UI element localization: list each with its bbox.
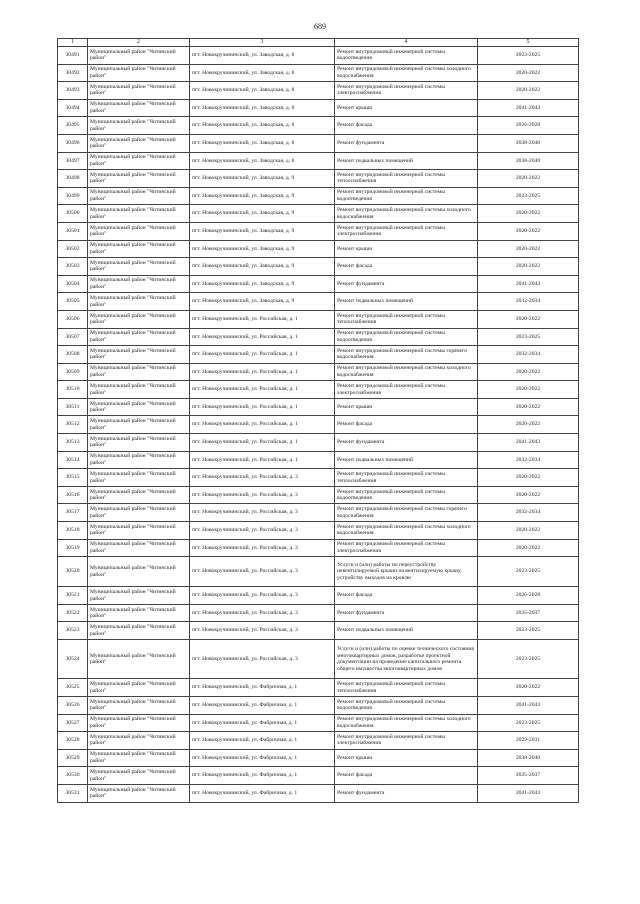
address-cell: пгт. Новокручининский, ул. Российская, д. 1 xyxy=(190,310,335,328)
work-type-cell: Ремонт фундамента xyxy=(335,434,478,452)
period-cell: 2020-2022 xyxy=(478,416,579,434)
row-number: 30493 xyxy=(58,82,88,100)
header-row xyxy=(58,39,579,47)
row-number: 30491 xyxy=(58,47,88,65)
address-cell: пгт. Новокручининский, ул. Российская, д. 3 xyxy=(190,522,335,540)
address-cell: пгт. Новокручининский, ул. Фабричная, д. 1 xyxy=(190,696,335,714)
row-number: 30521 xyxy=(58,587,88,605)
municipality-cell: Муниципальный район "Читинский район" xyxy=(88,99,190,117)
row-number: 30516 xyxy=(58,486,88,504)
table-row xyxy=(58,784,579,802)
work-type-cell: Ремонт внутридомовой инженерной системы теплоснабжения xyxy=(335,679,478,697)
municipality-cell: Муниципальный район "Читинский район" xyxy=(88,557,190,587)
period-cell: 2023-2025 xyxy=(478,187,579,205)
period-cell: 2038-2040 xyxy=(478,152,579,170)
address-cell: пгт. Новокручининский, ул. Заводская, д. 8 xyxy=(190,99,335,117)
row-number: 30500 xyxy=(58,205,88,223)
header-col-3: 3 xyxy=(190,39,335,47)
table-row xyxy=(58,679,579,697)
period-cell: 2020-2022 xyxy=(478,82,579,100)
municipality-cell: Муниципальный район "Читинский район" xyxy=(88,539,190,557)
work-type-cell: Ремонт внутридомовой инженерной системы водоотведения xyxy=(335,187,478,205)
municipality-cell: Муниципальный район "Читинский район" xyxy=(88,522,190,540)
address-cell: пгт. Новокручининский, ул. Российская, д. 3 xyxy=(190,539,335,557)
table-row xyxy=(58,187,579,205)
period-cell: 2041-2043 xyxy=(478,696,579,714)
work-type-cell: Ремонт фундамента xyxy=(335,275,478,293)
row-number: 30494 xyxy=(58,99,88,117)
work-type-cell: Ремонт фундамента xyxy=(335,604,478,622)
address-cell: пгт. Новокручининский, ул. Заводская, д. 9 xyxy=(190,240,335,258)
work-type-cell: Ремонт фасада xyxy=(335,117,478,135)
period-cell: 2026-2028 xyxy=(478,587,579,605)
period-cell: 2020-2022 xyxy=(478,310,579,328)
work-type-cell: Ремонт фундамента xyxy=(335,134,478,152)
period-cell: 2032-2034 xyxy=(478,504,579,522)
table-row xyxy=(58,587,579,605)
table-row xyxy=(58,258,579,276)
row-number: 30505 xyxy=(58,293,88,311)
period-cell: 2020-2022 xyxy=(478,469,579,487)
address-cell: пгт. Новокручининский, ул. Российская, д. 3 xyxy=(190,486,335,504)
period-cell: 2041-2043 xyxy=(478,275,579,293)
row-number: 30508 xyxy=(58,346,88,364)
header-col-2: 2 xyxy=(88,39,190,47)
row-number: 30529 xyxy=(58,749,88,767)
work-type-cell: Ремонт крыши xyxy=(335,749,478,767)
municipality-cell: Муниципальный район "Читинский район" xyxy=(88,310,190,328)
work-type-cell: Ремонт внутридомовой инженерной системы теплоснабжения xyxy=(335,170,478,188)
municipality-cell: Муниципальный район "Читинский район" xyxy=(88,784,190,802)
work-type-cell: Ремонт внутридомовой инженерной системы электроснабжения xyxy=(335,539,478,557)
work-type-cell: Ремонт внутридомовой инженерной системы водоотведения xyxy=(335,328,478,346)
work-type-cell: Ремонт внутридомовой инженерной системы горячего водоснабжения xyxy=(335,346,478,364)
row-number: 30495 xyxy=(58,117,88,135)
municipality-cell: Муниципальный район "Читинский район" xyxy=(88,381,190,399)
municipality-cell: Муниципальный район "Читинский район" xyxy=(88,187,190,205)
period-cell: 2035-2037 xyxy=(478,604,579,622)
address-cell: пгт. Новокручининский, ул. Заводская, д. 8 xyxy=(190,117,335,135)
table-row xyxy=(58,504,579,522)
address-cell: пгт. Новокручининский, ул. Фабричная, д. 1 xyxy=(190,749,335,767)
row-number: 30526 xyxy=(58,696,88,714)
row-number: 30510 xyxy=(58,381,88,399)
table-row xyxy=(58,328,579,346)
work-type-cell: Ремонт подвальных помещений xyxy=(335,152,478,170)
table-row xyxy=(58,134,579,152)
address-cell: пгт. Новокручининский, ул. Российская, д. 3 xyxy=(190,504,335,522)
row-number: 30511 xyxy=(58,398,88,416)
period-cell: 2020-2022 xyxy=(478,170,579,188)
table-row xyxy=(58,714,579,732)
municipality-cell: Муниципальный район "Читинский район" xyxy=(88,679,190,697)
table-row xyxy=(58,293,579,311)
address-cell: пгт. Новокручининский, ул. Заводская, д. 8 xyxy=(190,152,335,170)
table-row xyxy=(58,64,579,82)
work-type-cell: Ремонт внутридомовой инженерной системы электроснабжения xyxy=(335,82,478,100)
municipality-cell: Муниципальный район "Читинский район" xyxy=(88,469,190,487)
row-number: 30503 xyxy=(58,258,88,276)
row-number: 30506 xyxy=(58,310,88,328)
municipality-cell: Муниципальный район "Читинский район" xyxy=(88,363,190,381)
address-cell: пгт. Новокручининский, ул. Российская, д. 1 xyxy=(190,398,335,416)
work-type-cell: Ремонт внутридомовой инженерной системы холодного водоснабжения xyxy=(335,64,478,82)
municipality-cell: Муниципальный район "Читинский район" xyxy=(88,486,190,504)
header-col-4: 4 xyxy=(335,39,478,47)
row-number: 30527 xyxy=(58,714,88,732)
municipality-cell: Муниципальный район "Читинский район" xyxy=(88,451,190,469)
municipality-cell: Муниципальный район "Читинский район" xyxy=(88,293,190,311)
municipality-cell: Муниципальный район "Читинский район" xyxy=(88,82,190,100)
row-number: 30517 xyxy=(58,504,88,522)
work-type-cell: Ремонт внутридомовой инженерной системы водоотведения xyxy=(335,696,478,714)
period-cell: 2035-2037 xyxy=(478,767,579,785)
work-type-cell: Ремонт подвальных помещений xyxy=(335,293,478,311)
row-number: 30523 xyxy=(58,622,88,640)
table-row xyxy=(58,117,579,135)
municipality-cell: Муниципальный район "Читинский район" xyxy=(88,64,190,82)
table-row xyxy=(58,486,579,504)
address-cell: пгт. Новокручининский, ул. Заводская, д. 8 xyxy=(190,82,335,100)
table-row xyxy=(58,640,579,679)
table-row xyxy=(58,363,579,381)
address-cell: пгт. Новокручининский, ул. Российская, д. 3 xyxy=(190,557,335,587)
work-type-cell: Ремонт внутридомовой инженерной системы холодного водоснабжения xyxy=(335,714,478,732)
table-row xyxy=(58,696,579,714)
header-col-5: 5 xyxy=(478,39,579,47)
period-cell: 2023-2025 xyxy=(478,47,579,65)
table-row xyxy=(58,604,579,622)
address-cell: пгт. Новокручининский, ул. Российская, д. 1 xyxy=(190,451,335,469)
row-number: 30525 xyxy=(58,679,88,697)
period-cell: 2020-2022 xyxy=(478,486,579,504)
period-cell: 2020-2022 xyxy=(478,381,579,399)
period-cell: 2029-2031 xyxy=(478,732,579,750)
period-cell: 2023-2025 xyxy=(478,622,579,640)
municipality-cell: Муниципальный район "Читинский район" xyxy=(88,152,190,170)
register-table xyxy=(57,38,579,803)
period-cell: 2026-2028 xyxy=(478,117,579,135)
address-cell: пгт. Новокручининский, ул. Российская, д. 1 xyxy=(190,346,335,364)
period-cell: 2041-2043 xyxy=(478,784,579,802)
period-cell: 2023-2025 xyxy=(478,557,579,587)
work-type-cell: Ремонт подвальных помещений xyxy=(335,622,478,640)
municipality-cell: Муниципальный район "Читинский район" xyxy=(88,504,190,522)
period-cell: 2023-2025 xyxy=(478,714,579,732)
period-cell: 2020-2022 xyxy=(478,222,579,240)
work-type-cell: Ремонт крыши xyxy=(335,398,478,416)
table-row xyxy=(58,767,579,785)
row-number: 30499 xyxy=(58,187,88,205)
period-cell: 2020-2022 xyxy=(478,679,579,697)
period-cell: 2020-2022 xyxy=(478,205,579,223)
row-number: 30513 xyxy=(58,434,88,452)
table-row xyxy=(58,240,579,258)
address-cell: пгт. Новокручининский, ул. Российская, д. 3 xyxy=(190,587,335,605)
period-cell: 2041-2043 xyxy=(478,434,579,452)
address-cell: пгт. Новокручининский, ул. Российская, д. 3 xyxy=(190,640,335,679)
table-row xyxy=(58,539,579,557)
row-number: 30496 xyxy=(58,134,88,152)
work-type-cell: Ремонт внутридомовой инженерной системы водоотведения xyxy=(335,486,478,504)
period-cell: 2020-2022 xyxy=(478,539,579,557)
period-cell: 2023-2025 xyxy=(478,640,579,679)
row-number: 30502 xyxy=(58,240,88,258)
address-cell: пгт. Новокручининский, ул. Российская, д. 1 xyxy=(190,363,335,381)
table-row xyxy=(58,522,579,540)
work-type-cell: Ремонт внутридомовой инженерной системы электроснабжения xyxy=(335,222,478,240)
municipality-cell: Муниципальный район "Читинский район" xyxy=(88,398,190,416)
municipality-cell: Муниципальный район "Читинский район" xyxy=(88,275,190,293)
period-cell: 2020-2022 xyxy=(478,522,579,540)
row-number: 30514 xyxy=(58,451,88,469)
row-number: 30507 xyxy=(58,328,88,346)
work-type-cell: Ремонт внутридомовой инженерной системы холодного водоснабжения xyxy=(335,205,478,223)
period-cell: 2032-2034 xyxy=(478,293,579,311)
address-cell: пгт. Новокручининский, ул. Фабричная, д. 1 xyxy=(190,767,335,785)
address-cell: пгт. Новокручининский, ул. Заводская, д. 8 xyxy=(190,47,335,65)
row-number: 30492 xyxy=(58,64,88,82)
period-cell: 2038-2040 xyxy=(478,749,579,767)
table-row xyxy=(58,732,579,750)
row-number: 30522 xyxy=(58,604,88,622)
table-row xyxy=(58,47,579,65)
address-cell: пгт. Новокручининский, ул. Заводская, д. 9 xyxy=(190,293,335,311)
table-row xyxy=(58,222,579,240)
page-number: 689 xyxy=(314,22,326,31)
municipality-cell: Муниципальный район "Читинский район" xyxy=(88,258,190,276)
municipality-cell: Муниципальный район "Читинский район" xyxy=(88,640,190,679)
period-cell: 2023-2025 xyxy=(478,328,579,346)
address-cell: пгт. Новокручининский, ул. Российская, д. 1 xyxy=(190,328,335,346)
address-cell: пгт. Новокручининский, ул. Заводская, д. 9 xyxy=(190,222,335,240)
row-number: 30519 xyxy=(58,539,88,557)
row-number: 30504 xyxy=(58,275,88,293)
table-row xyxy=(58,346,579,364)
work-type-cell: Ремонт внутридомовой инженерной системы электроснабжения xyxy=(335,381,478,399)
municipality-cell: Муниципальный район "Читинский район" xyxy=(88,749,190,767)
work-type-cell: Ремонт фасада xyxy=(335,416,478,434)
municipality-cell: Муниципальный район "Читинский район" xyxy=(88,416,190,434)
municipality-cell: Муниципальный район "Читинский район" xyxy=(88,240,190,258)
table-row xyxy=(58,82,579,100)
table-body xyxy=(58,47,579,803)
municipality-cell: Муниципальный район "Читинский район" xyxy=(88,205,190,223)
period-cell: 2020-2022 xyxy=(478,240,579,258)
table-row xyxy=(58,622,579,640)
address-cell: пгт. Новокручининский, ул. Российская, д. 3 xyxy=(190,622,335,640)
municipality-cell: Муниципальный район "Читинский район" xyxy=(88,47,190,65)
address-cell: пгт. Новокручининский, ул. Фабричная, д. 1 xyxy=(190,784,335,802)
municipality-cell: Муниципальный район "Читинский район" xyxy=(88,170,190,188)
row-number: 30512 xyxy=(58,416,88,434)
work-type-cell: Ремонт фундамента xyxy=(335,784,478,802)
municipality-cell: Муниципальный район "Читинский район" xyxy=(88,604,190,622)
municipality-cell: Муниципальный район "Читинский район" xyxy=(88,328,190,346)
period-cell: 2038-2040 xyxy=(478,134,579,152)
work-type-cell: Ремонт внутридомовой инженерной системы теплоснабжения xyxy=(335,469,478,487)
row-number: 30528 xyxy=(58,732,88,750)
row-number: 30501 xyxy=(58,222,88,240)
row-number: 30509 xyxy=(58,363,88,381)
row-number: 30520 xyxy=(58,557,88,587)
row-number: 30497 xyxy=(58,152,88,170)
work-type-cell: Ремонт крыши xyxy=(335,99,478,117)
municipality-cell: Муниципальный район "Читинский район" xyxy=(88,587,190,605)
address-cell: пгт. Новокручининский, ул. Заводская, д. 8 xyxy=(190,134,335,152)
period-cell: 2020-2022 xyxy=(478,363,579,381)
work-type-cell: Услуги и (или) работы по переустройству невентилируемой крыши на вентилируемую крышу, устройству выходов на кровлю xyxy=(335,557,478,587)
table-row xyxy=(58,557,579,587)
municipality-cell: Муниципальный район "Читинский район" xyxy=(88,134,190,152)
row-number: 30498 xyxy=(58,170,88,188)
address-cell: пгт. Новокручининский, ул. Заводская, д. 9 xyxy=(190,170,335,188)
work-type-cell: Ремонт подвальных помещений xyxy=(335,451,478,469)
row-number: 30530 xyxy=(58,767,88,785)
period-cell: 2020-2022 xyxy=(478,398,579,416)
address-cell: пгт. Новокручининский, ул. Заводская, д. 9 xyxy=(190,258,335,276)
address-cell: пгт. Новокручининский, ул. Заводская, д. 9 xyxy=(190,205,335,223)
address-cell: пгт. Новокручининский, ул. Российская, д. 1 xyxy=(190,416,335,434)
work-type-cell: Ремонт внутридомовой инженерной системы холодного водоснабжения xyxy=(335,522,478,540)
table-row xyxy=(58,275,579,293)
municipality-cell: Муниципальный район "Читинский район" xyxy=(88,767,190,785)
table-row xyxy=(58,381,579,399)
period-cell: 2032-2034 xyxy=(478,451,579,469)
period-cell: 2020-2022 xyxy=(478,258,579,276)
work-type-cell: Ремонт внутридомовой инженерной системы теплоснабжения xyxy=(335,310,478,328)
municipality-cell: Муниципальный район "Читинский район" xyxy=(88,732,190,750)
municipality-cell: Муниципальный район "Читинский район" xyxy=(88,434,190,452)
period-cell: 2032-2034 xyxy=(478,346,579,364)
address-cell: пгт. Новокручининский, ул. Заводская, д. 9 xyxy=(190,187,335,205)
address-cell: пгт. Новокручининский, ул. Фабричная, д. 1 xyxy=(190,679,335,697)
work-type-cell: Ремонт внутридомовой инженерной системы водоотведения xyxy=(335,47,478,65)
municipality-cell: Муниципальный район "Читинский район" xyxy=(88,622,190,640)
table-row xyxy=(58,451,579,469)
table-row xyxy=(58,205,579,223)
table-header xyxy=(58,39,579,47)
municipality-cell: Муниципальный район "Читинский район" xyxy=(88,696,190,714)
work-type-cell: Ремонт фасада xyxy=(335,767,478,785)
municipality-cell: Муниципальный район "Читинский район" xyxy=(88,346,190,364)
row-number: 30524 xyxy=(58,640,88,679)
work-type-cell: Ремонт внутридомовой инженерной системы холодного водоснабжения xyxy=(335,363,478,381)
municipality-cell: Муниципальный район "Читинский район" xyxy=(88,117,190,135)
address-cell: пгт. Новокручининский, ул. Фабричная, д. 1 xyxy=(190,732,335,750)
table-row xyxy=(58,749,579,767)
address-cell: пгт. Новокручининский, ул. Российская, д. 1 xyxy=(190,434,335,452)
address-cell: пгт. Новокручининский, ул. Заводская, д. 9 xyxy=(190,275,335,293)
municipality-cell: Муниципальный район "Читинский район" xyxy=(88,222,190,240)
address-cell: пгт. Новокручининский, ул. Российская, д. 1 xyxy=(190,381,335,399)
period-cell: 2041-2043 xyxy=(478,99,579,117)
table-row xyxy=(58,469,579,487)
work-type-cell: Услуги и (или) работы по оценке технического состояния многоквартирных домов, разработке проектной документации на проведение капитального ремонта общего имущества многоквартирных домов xyxy=(335,640,478,679)
table-row xyxy=(58,416,579,434)
row-number: 30515 xyxy=(58,469,88,487)
address-cell: пгт. Новокручининский, ул. Заводская, д. 8 xyxy=(190,64,335,82)
work-type-cell: Ремонт внутридомовой инженерной системы электроснабжения xyxy=(335,732,478,750)
address-cell: пгт. Новокручининский, ул. Российская, д. 3 xyxy=(190,469,335,487)
work-type-cell: Ремонт крыши xyxy=(335,240,478,258)
address-cell: пгт. Новокручининский, ул. Фабричная, д. 1 xyxy=(190,714,335,732)
work-type-cell: Ремонт фасада xyxy=(335,258,478,276)
work-type-cell: Ремонт фасада xyxy=(335,587,478,605)
address-cell: пгт. Новокручининский, ул. Российская, д. 3 xyxy=(190,604,335,622)
table-row xyxy=(58,170,579,188)
row-number: 30531 xyxy=(58,784,88,802)
table-row xyxy=(58,310,579,328)
table-row xyxy=(58,99,579,117)
municipality-cell: Муниципальный район "Читинский район" xyxy=(88,714,190,732)
period-cell: 2020-2022 xyxy=(478,64,579,82)
table-row xyxy=(58,398,579,416)
row-number: 30518 xyxy=(58,522,88,540)
table-row xyxy=(58,152,579,170)
work-type-cell: Ремонт внутридомовой инженерной системы горячего водоснабжения xyxy=(335,504,478,522)
header-col-1: 1 xyxy=(58,39,88,47)
table-row xyxy=(58,434,579,452)
